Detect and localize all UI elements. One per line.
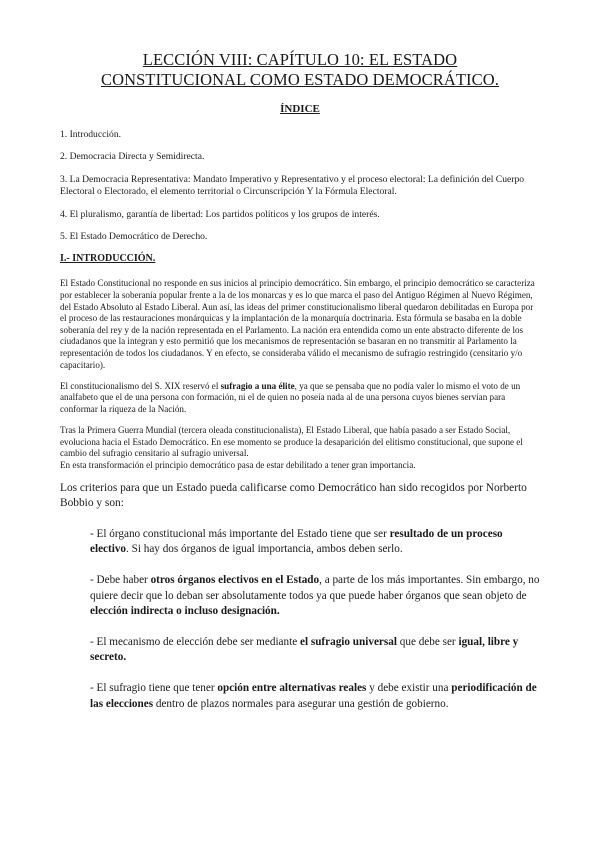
- text-run: . Si hay dos órganos de igual importancia, ambos deben serlo.: [126, 543, 403, 556]
- text-run: - El sufragio tiene que tener: [90, 682, 218, 694]
- index-item-3: 3. La Democracia Representativa: Mandato Imperativo y Representativo y el proceso electoral: La definición del Cuerpo Electoral o Electorado, el elemento territorial o Circunscripción Y la Fórmula Electoral.: [60, 173, 525, 198]
- text-run: y debe existir una: [366, 682, 452, 694]
- index-item-2: 2. Democracia Directa y Semidirecta.: [60, 151, 205, 163]
- intro-paragraph-3: [60, 425, 540, 471]
- index-list: [60, 129, 540, 243]
- criterion-item-3: [90, 635, 542, 666]
- intro-paragraph-1: El Estado Constitucional no responde en sus inicios al principio democrático. Sin embargo, el principio democrático se caracteriza por establecer la soberanía popular frente a la de los monarcas y es lo que marca el paso del Antiguo Régimen al Nuevo Régimen, del Estado Absoluto al Estado Liberal. Aun así, las ideas del primer constitucionalismo liberal quedaron debilitadas en Europa por el proceso de las restauraciones monárquicas y la implantación de la monarquía doctrinaria. Esta fórmula se basaba en la doble soberanía del rey y de la nación representada en el Parlamento. La nación era entendida como un ente abstracto diferente de los ciudadanos que la integran y esto permitió que los mecanismos de representación se basaran en no transmitir al Parlamento la representación de todos los ciudadanos. Y en efecto, se consideraba válido el mecanismo de sufragio restringido (censitario y/o capacitario).: [60, 278, 535, 370]
- index-item-5: 5. El Estado Democrático de Derecho.: [60, 231, 208, 243]
- criterion-item-1: [90, 527, 542, 558]
- text-run: El constitucionalismo del S. XIX reservó el: [60, 380, 221, 391]
- bold-text: elección indirecta o incluso designación.: [90, 605, 280, 618]
- bold-text: otros órganos electivos en el Estado: [150, 574, 320, 587]
- text-run: Tras la Primera Guerra Mundial (tercera oleada constitucionalista), El Estado Liberal, que había pasado a ser Estado Social, evoluciona hacia el Estado Democrático. En ese momento se produce la desaparición del elitismo constitucional, que supone el cambio del sufragio censitario al sufragio universal.: [60, 424, 523, 459]
- section-heading-introduccion: I.- INTRODUCCIÓN.: [60, 253, 156, 265]
- text-run: En esta transformación el principio democrático pasa de estar debilitado a tener gran importancia.: [60, 459, 416, 470]
- criteria-intro-paragraph: Los criterios para que un Estado pueda calificarse como Democrático han sido recogidos por Norberto Bobbio y son:: [60, 481, 527, 509]
- index-item-4: 4. El pluralismo, garantía de libertad: Los partidos políticos y los grupos de interés.: [60, 208, 380, 220]
- bold-text: igual, libre y secreto.: [90, 635, 519, 664]
- text-run: dentro de plazos normales para asegurar una gestión de gobierno.: [153, 697, 449, 710]
- title-line-1: LECCIÓN VIII: CAPÍTULO 10: EL ESTADO: [142, 50, 458, 69]
- text-run: que debe ser: [396, 635, 459, 648]
- bold-text: resultado de un proceso electivo: [90, 527, 503, 556]
- bold-text: periodificación de las elecciones: [90, 682, 537, 710]
- title-line-2: CONSTITUCIONAL COMO ESTADO DEMOCRÁTICO.: [101, 70, 499, 89]
- bold-text: opción entre alternativas reales: [217, 682, 367, 694]
- document-title: [60, 50, 540, 90]
- bold-text: el sufragio universal: [299, 635, 397, 648]
- index-heading: ÍNDICE: [280, 103, 320, 115]
- text-run: - Debe haber: [90, 574, 151, 587]
- text-run: , a parte de los más importantes. Sin embargo, no quiere decir que lo deban ser absolutamente todos ya que puede haber órganos que sean objeto de: [90, 574, 540, 602]
- text-run: , ya que se pensaba que no podía valer lo mismo el voto de un analfabeto que el de una persona con formación, ni el de quien no poseía nada al de una persona cuyos bienes servían para conformar la riqueza de la Nación.: [60, 380, 521, 414]
- intro-paragraph-2: [60, 381, 540, 416]
- bold-text: sufragio a una élite: [220, 380, 295, 391]
- index-item-1: 1. Introducción.: [60, 129, 122, 140]
- text-run: - El mecanismo de elección debe ser mediante: [90, 635, 300, 648]
- criterion-item-2: [90, 573, 542, 620]
- text-run: - El órgano constitucional más importante del Estado tiene que ser: [90, 527, 390, 540]
- document-page: [60, 50, 540, 727]
- criterion-item-4: [90, 681, 542, 712]
